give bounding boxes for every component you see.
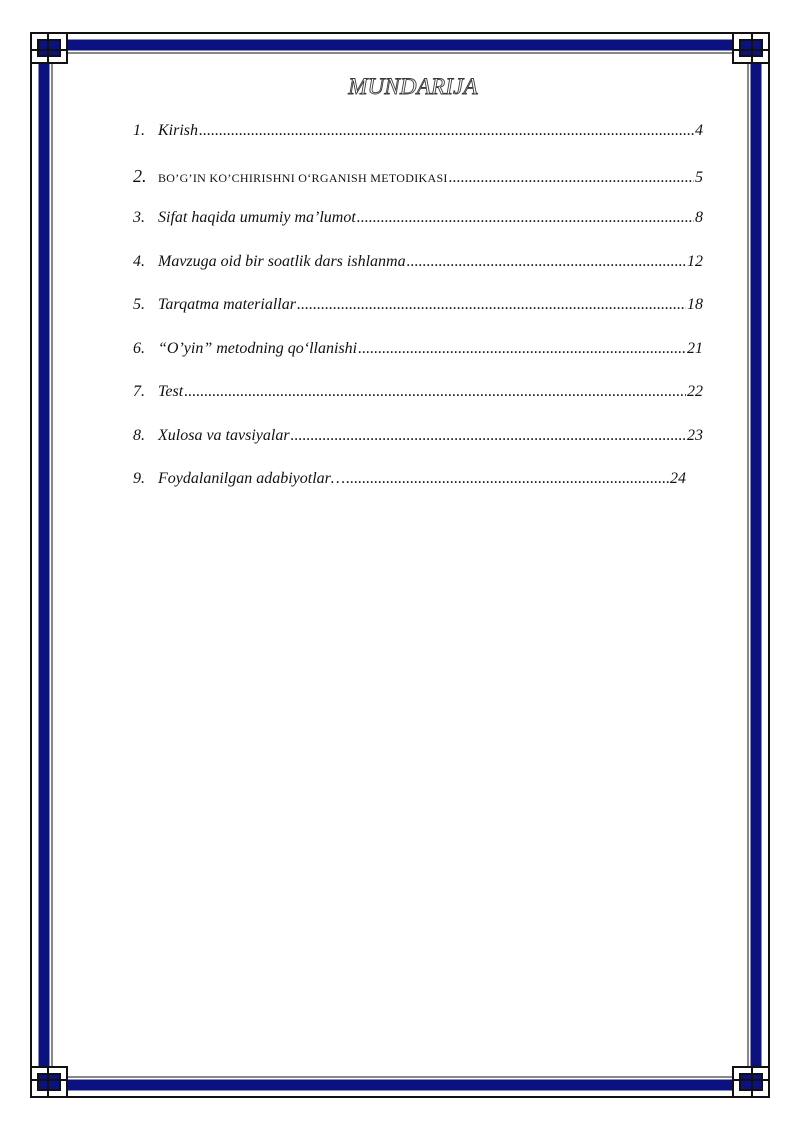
toc-item-label: Tarqatma materiallar xyxy=(158,296,296,313)
toc-item-label: BO’G’IN KO’CHIRISHNI O‘RGANISH METODIKASI xyxy=(158,170,448,185)
toc-item-page: 18 xyxy=(687,296,703,313)
toc-item-page: 5 xyxy=(695,168,703,186)
toc-dot-leader xyxy=(297,296,686,314)
toc-item-number: 1. xyxy=(133,122,145,139)
toc-dot-leader xyxy=(449,169,694,187)
toc-item-label: Kirish xyxy=(158,122,199,139)
toc-item-number: 4. xyxy=(133,252,145,270)
toc-item-label: Xulosa va tavsiyalar xyxy=(158,426,290,444)
corner-ornament-bottom-left xyxy=(31,1067,67,1097)
toc-dot-leader xyxy=(407,253,686,271)
toc-item-label: Mavzuga oid bir soatlik dars ishlanma xyxy=(158,252,406,270)
table-of-contents xyxy=(133,122,703,514)
toc-item[interactable] xyxy=(133,470,686,514)
toc-item-page: 4 xyxy=(695,122,703,139)
toc-dot-leader xyxy=(199,122,694,140)
toc-item-number: 7. xyxy=(133,383,145,400)
toc-dot-leader xyxy=(357,209,694,227)
toc-item[interactable] xyxy=(133,296,703,340)
toc-dot-leader xyxy=(184,383,686,401)
toc-item-number: 6. xyxy=(133,339,145,357)
toc-item-number: 5. xyxy=(133,296,145,313)
corner-ornament-top-right xyxy=(733,33,769,63)
toc-item[interactable] xyxy=(133,383,703,427)
toc-item-page: 24 xyxy=(670,470,686,487)
toc-dot-leader xyxy=(291,427,686,445)
toc-item-number: 9. xyxy=(133,470,145,487)
toc-dot-leader xyxy=(358,340,686,358)
toc-item-page: 8 xyxy=(695,209,703,226)
toc-item-page: 23 xyxy=(687,426,703,444)
toc-item-number: 8. xyxy=(133,426,145,444)
corner-ornament-bottom-right xyxy=(733,1067,769,1097)
toc-item-label: Foydalanilgan adabiyotlar… xyxy=(158,470,346,487)
toc-item-page: 12 xyxy=(687,252,703,270)
toc-item[interactable] xyxy=(133,427,703,471)
toc-item[interactable] xyxy=(133,253,703,297)
toc-dot-leader xyxy=(346,470,669,488)
toc-item-label: “O’yin” metodning qo‘llanishi xyxy=(158,339,358,357)
toc-item-label: Sifat haqida umumiy ma’lumot xyxy=(158,209,356,226)
toc-item[interactable] xyxy=(133,122,703,166)
toc-item-label: Test xyxy=(158,383,184,400)
toc-item-number: 2. xyxy=(133,165,147,186)
corner-ornament-top-left xyxy=(31,33,67,63)
toc-item-page: 22 xyxy=(687,383,703,400)
toc-item[interactable] xyxy=(133,166,703,210)
page-title: MUNDARIJA xyxy=(348,74,478,99)
toc-item[interactable] xyxy=(133,209,703,253)
toc-item[interactable] xyxy=(133,340,703,384)
toc-item-number: 3. xyxy=(133,209,145,226)
toc-item-page: 21 xyxy=(687,339,703,357)
